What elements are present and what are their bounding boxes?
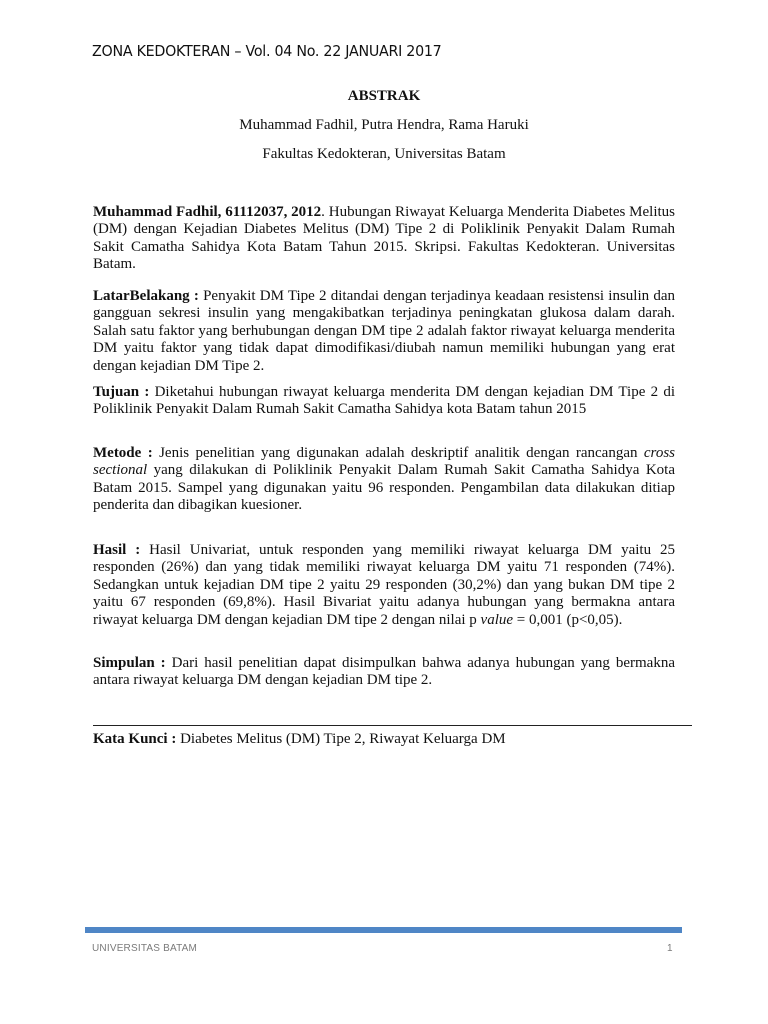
keywords-label: Kata Kunci : [93,731,177,747]
conclusion-paragraph [93,655,675,690]
affiliation: Fakultas Kedokteran, Universitas Batam [262,146,506,162]
method-italic: cross sectional [93,445,676,479]
citation-text: . Hubungan Riwayat Keluarga Menderita Diabetes Melitus (DM) dengan Kejadian Diabetes Melitus (DM) Tipe 2 di Poliklinik Penyakit Dalam Rumah Sakit Camatha Sahidya Kota Batam Tahun 2015. Skripsi. Fakultas Kedokteran. Universitas Batam. [93,204,675,273]
objective-text: Diketahui hubungan riwayat keluarga menderita DM dengan kejadian DM Tipe 2 di Poliklinik Penyakit Dalam Rumah Sakit Camatha Sahidya kota Batam tahun 2015 [93,384,675,418]
method-text-2: yang dilakukan di Poliklinik Penyakit Dalam Rumah Sakit Camatha Sahidya Kota Batam 2015. Sampel yang digunakan yaitu 96 responden. Pengambilan data dilakukan ditiap penderita dan dibagikan kuesioner. [93,462,675,514]
conclusion-label: Simpulan : [93,655,166,671]
method-label: Metode : [93,445,153,461]
conclusion-text: Dari hasil penelitian dapat disimpulkan bahwa adanya hubungan yang bermakna antara riwayat keluarga DM dengan kejadian DM tipe 2. [93,655,675,689]
results-paragraph [93,542,675,629]
objective-paragraph [93,384,675,419]
abstract-title: ABSTRAK [347,88,421,104]
results-text-1: Hasil Univariat, untuk responden yang memiliki riwayat keluarga DM yaitu 25 responden (26%) dan yang tidak memiliki riwayat keluarga DM yaitu 71 responden (74%). Sedangkan untuk kejadian DM tipe 2 yaitu 29 responden (30,2%) dan yang bukan DM tipe 2 yaitu 67 responden (69,8%). Hasil Bivariat yaitu adanya hubungan yang bermakna antara riwayat keluarga DM dengan kejadian DM tipe 2 dengan nilai p [93,542,675,628]
author-list: Muhammad Fadhil, Putra Hendra, Rama Haruki [239,117,529,133]
journal-header: ZONA KEDOKTERAN – Vol. 04 No. 22 JANUARI 2017 [92,42,442,60]
background-label: LatarBelakang : [93,288,199,304]
keywords-line [93,731,675,748]
page-number: 1 [667,943,673,954]
background-paragraph [93,288,675,375]
footer-institution: UNIVERSITAS BATAM [92,943,198,954]
results-italic: value [480,611,514,628]
keyword-divider [93,725,692,726]
background-text: Penyakit DM Tipe 2 ditandai dengan terjadinya keadaan resistensi insulin dan gangguan sekresi insulin yang mengakibatkan terjadinya peningkatan glukosa dalam darah. Salah satu faktor yang berhubungan dengan DM tipe 2 adalah faktor riwayat keluarga menderita DM yaitu faktor yang tidak dapat dimodifikasi/diubah namun memiliki hubungan yang erat dengan kejadian DM Tipe 2. [93,288,675,374]
results-label: Hasil : [93,542,141,558]
citation-paragraph [93,204,675,274]
results-text-2: = 0,001 (p<0,05). [513,611,623,628]
objective-label: Tujuan : [93,384,150,400]
footer-bar [85,927,682,933]
keywords-text: Diabetes Melitus (DM) Tipe 2, Riwayat Keluarga DM [176,731,506,747]
method-text-1: Jenis penelitian yang digunakan adalah deskriptif analitik dengan rancangan [152,445,644,461]
method-paragraph [93,445,675,515]
citation-lead: Muhammad Fadhil, 61112037, 2012 [93,204,322,220]
